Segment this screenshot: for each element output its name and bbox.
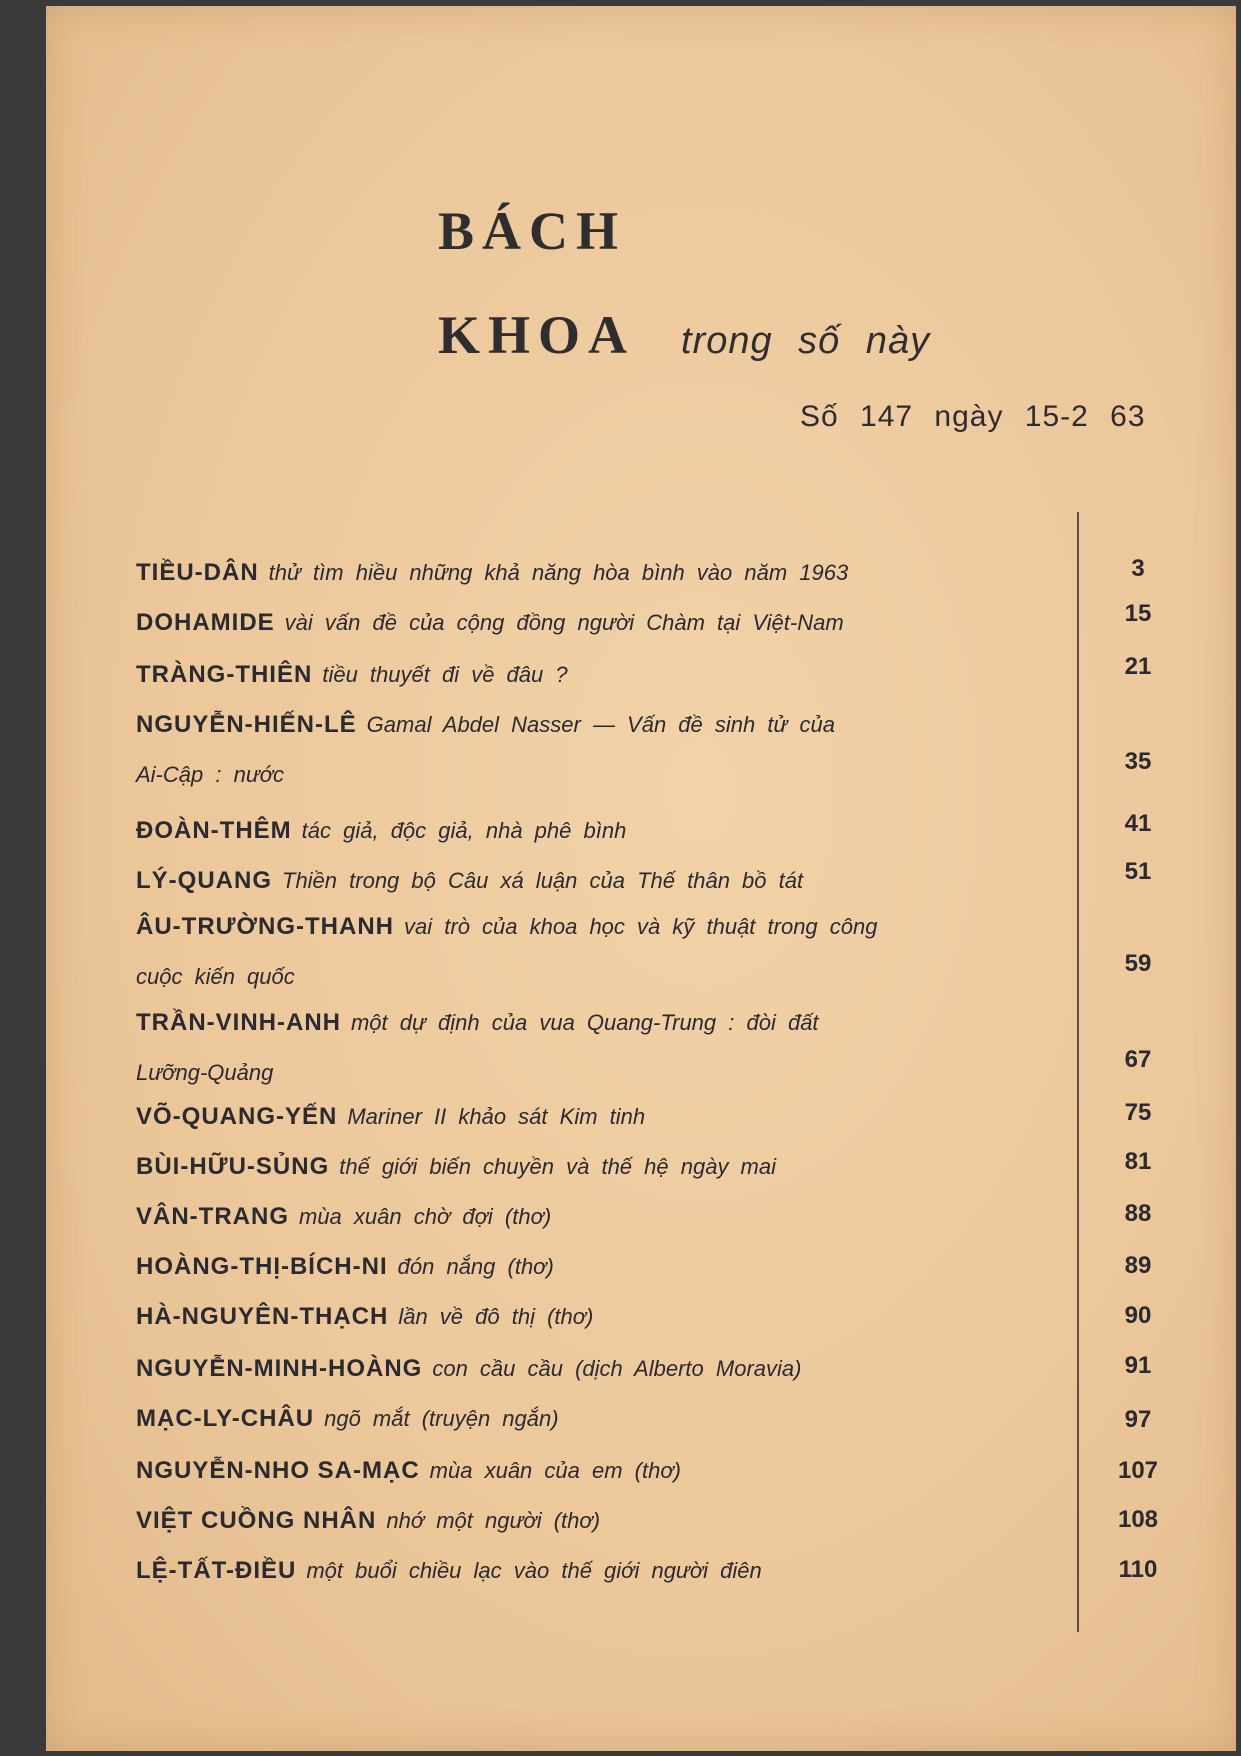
- toc-author: MẠC-LY-CHÂU: [136, 1405, 315, 1432]
- toc-author: NGUYỄN-HIẾN-LÊ: [136, 711, 357, 738]
- toc-entry: [136, 1294, 1056, 1339]
- toc-entry: [136, 1194, 1056, 1239]
- toc-title: mùa xuân của em (thơ): [429, 1458, 681, 1483]
- toc-author: BÙI-HỮU-SỦNG: [136, 1153, 330, 1180]
- toc-page-number: 15: [1124, 600, 1152, 627]
- toc-author: VIỆT CUỒNG NHÂN: [136, 1507, 377, 1534]
- toc-title: lần về đô thị (thơ): [398, 1304, 594, 1329]
- toc-page-number: 51: [1124, 858, 1152, 885]
- toc-title: con cầu cầu (dịch Alberto Moravia): [432, 1356, 802, 1381]
- toc-entry: [136, 702, 1056, 797]
- toc-entry: [136, 1396, 1056, 1441]
- toc-title: một dự định của vua Quang-Trung : đòi đất: [350, 1010, 819, 1035]
- toc-author: HOÀNG-THỊ-BÍCH-NI: [136, 1253, 388, 1280]
- toc-page-number: 108: [1117, 1506, 1159, 1533]
- toc-title: vài vấn đề của cộng đồng người Chàm tại Việt-Nam: [284, 610, 844, 635]
- toc-title: mùa xuân chờ đợi (thơ): [299, 1204, 552, 1229]
- toc-author: ĐOÀN-THÊM: [136, 817, 292, 844]
- toc-title-continued: cuộc kiến quốc: [136, 964, 295, 989]
- toc-page-number: 91: [1124, 1352, 1152, 1379]
- toc-title-continued: Ai-Cập : nước: [136, 762, 285, 787]
- toc-page-number: 81: [1124, 1148, 1152, 1175]
- toc-author: LÝ-QUANG: [136, 867, 272, 894]
- toc-entry: [136, 1000, 1056, 1095]
- toc-page-number: 41: [1124, 810, 1152, 837]
- toc-title: đón nắng (thơ): [397, 1254, 554, 1279]
- toc-entry: [136, 1346, 1056, 1391]
- toc-author: VÕ-QUANG-YẾN: [136, 1103, 338, 1130]
- toc-author: TRÀNG-THIÊN: [136, 661, 313, 688]
- toc-page-number: 67: [1124, 1046, 1152, 1073]
- toc-title: vai trò của khoa học và kỹ thuật trong công: [404, 914, 878, 939]
- toc-author: NGUYỄN-MINH-HOÀNG: [136, 1355, 423, 1382]
- toc-author: TIỀU-DÂN: [136, 559, 259, 586]
- toc-author: HÀ-NGUYÊN-THẠCH: [136, 1303, 389, 1330]
- toc-title: thế giới biến chuyền và thế hệ ngày mai: [339, 1154, 777, 1179]
- toc-page-number: 75: [1124, 1099, 1152, 1126]
- masthead-subtitle: trong số này: [681, 320, 931, 362]
- issue-number-date: Số 147 ngày 15-2 63: [800, 400, 1146, 433]
- toc-page-number: 35: [1124, 748, 1152, 775]
- masthead-line-2: [438, 305, 931, 365]
- toc-page-number: 59: [1124, 950, 1152, 977]
- toc-title: tiều thuyết đi về đâu ?: [322, 662, 568, 687]
- toc-title: Thiền trong bộ Câu xá luận của Thế thân bồ tát: [282, 868, 804, 893]
- toc-title-continued: Lưỡng-Quảng: [136, 1060, 274, 1085]
- toc-title: nhớ một người (thơ): [386, 1508, 601, 1533]
- toc-page-number: 97: [1124, 1406, 1152, 1433]
- masthead: [438, 201, 931, 365]
- toc-page-number: 107: [1117, 1457, 1159, 1484]
- toc-page-number: 110: [1118, 1556, 1158, 1583]
- toc-page-number: 21: [1124, 653, 1152, 680]
- toc-page-number: 3: [1131, 555, 1145, 582]
- toc-title: ngõ mắt (truyện ngắn): [324, 1406, 559, 1431]
- toc-entry: [136, 1244, 1056, 1289]
- masthead-khoa: KHOA: [438, 305, 636, 365]
- toc-page-number: 89: [1124, 1252, 1152, 1279]
- toc-author: DOHAMIDE: [136, 609, 275, 636]
- toc-entry: [136, 808, 1056, 853]
- toc-author: ÂU-TRƯỜNG-THANH: [136, 913, 395, 940]
- toc-title: một buổi chiều lạc vào thế giới người điên: [306, 1558, 762, 1583]
- toc-entry: [136, 1094, 1056, 1139]
- toc-entry: [136, 600, 1056, 645]
- toc-title: tác giả, độc giả, nhà phê bình: [301, 818, 627, 843]
- toc-entry: [136, 1144, 1056, 1189]
- toc-entry: [136, 550, 1056, 595]
- toc-title: Gamal Abdel Nasser — Vấn đề sinh tử của: [366, 712, 836, 737]
- masthead-line-1: BÁCH: [438, 201, 627, 261]
- toc-page-number: 88: [1124, 1200, 1152, 1227]
- toc-author: LỆ-TẤT-ĐIỀU: [136, 1557, 297, 1584]
- toc-entry: [136, 1498, 1056, 1543]
- toc-title: thử tìm hiều những khả năng hòa bình vào năm 1963: [268, 560, 849, 585]
- toc-entry: [136, 858, 1056, 903]
- column-divider: [1077, 512, 1079, 1632]
- toc-author: VÂN-TRANG: [136, 1203, 289, 1230]
- toc-entry: [136, 904, 1056, 999]
- toc-page-number: 90: [1124, 1302, 1152, 1329]
- toc-entry: [136, 652, 1056, 697]
- toc-entry: [136, 1548, 1056, 1593]
- toc-entry: [136, 1448, 1056, 1493]
- toc-author: TRẦN-VINH-ANH: [136, 1009, 341, 1036]
- toc-author: NGUYỄN-NHO SA-MẠC: [136, 1457, 420, 1484]
- toc-title: Mariner II khảo sát Kim tinh: [347, 1104, 646, 1129]
